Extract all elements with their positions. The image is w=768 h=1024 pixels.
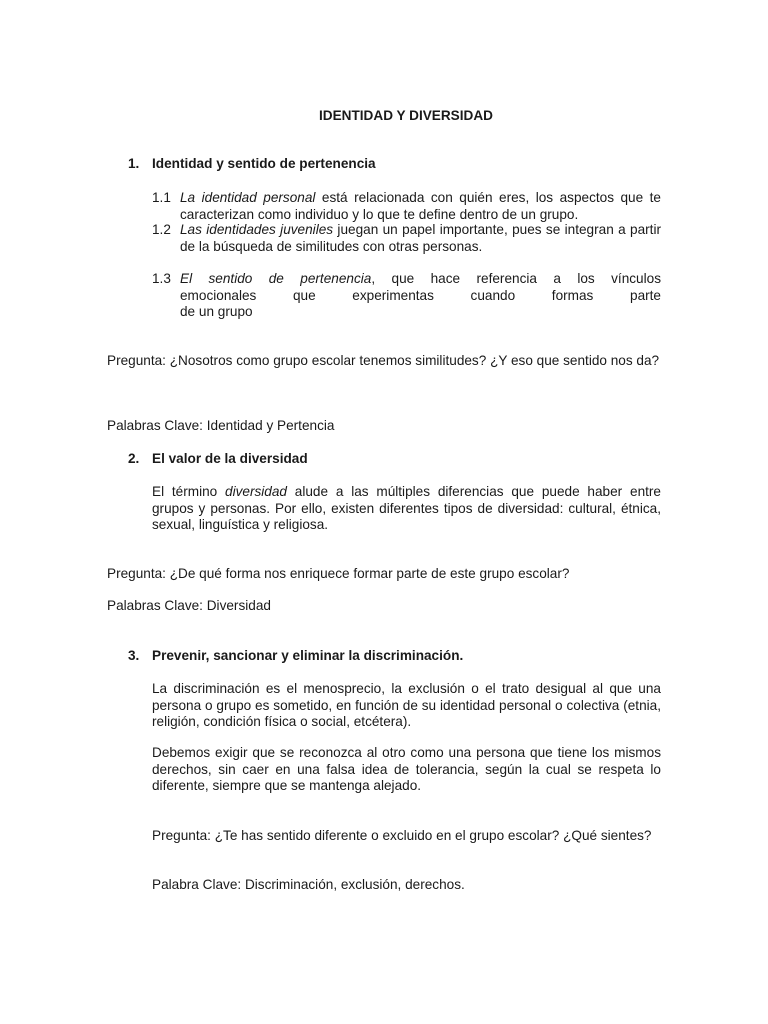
section-1-question: Pregunta: ¿Nosotros como grupo escolar tenemos similitudes? ¿Y eso que sentido nos da? <box>107 353 660 368</box>
section-2-post: alude a las múltiples diferencias que puede haber entre grupos y personas. Por ello, existen diferentes tipos de diversidad: cultural, étnica, sexual, linguística y religiosa. <box>152 484 661 532</box>
item-1-1-body: está relacionada con quién eres, los aspectos que te caracterizan como individuo y lo que te define dentro de un grupo. <box>180 190 661 222</box>
section-3-keywords: Palabra Clave: Discriminación, exclusión, derechos. <box>152 877 465 892</box>
item-1-3-number: 1.3 <box>152 271 171 286</box>
section-2-paragraph <box>152 484 661 534</box>
section-3-number: 3. <box>128 648 140 663</box>
section-2-pre: El término <box>152 484 226 499</box>
section-1-keywords: Palabras Clave: Identidad y Pertencia <box>107 418 335 433</box>
document-title: IDENTIDAD Y DIVERSIDAD <box>319 108 493 123</box>
item-1-1-text <box>180 190 661 223</box>
item-1-2-emphasis: Las identidades juveniles <box>180 222 334 237</box>
item-1-3-line-1 <box>180 271 661 288</box>
section-2-emphasis: diversidad <box>225 484 287 499</box>
item-1-2-text <box>180 222 661 255</box>
item-1-2-number: 1.2 <box>152 222 171 237</box>
section-2-heading: El valor de la diversidad <box>152 451 308 466</box>
section-3-paragraph-1: La discriminación es el menosprecio, la exclusión o el trato desigual al que una persona o grupo es sometido, en función de su identidad personal o colectiva (etnia, religión, condición física o social, etcétera). <box>152 681 661 729</box>
item-1-2-body: juegan un papel importante, pues se integran a partir de la búsqueda de similitudes con otras personas. <box>180 222 662 254</box>
item-1-1-number: 1.1 <box>152 190 171 205</box>
item-1-3-line-2: emocionales que experimentas cuando formas parte <box>180 287 661 303</box>
section-3-question: Pregunta: ¿Te has sentido diferente o excluido en el grupo escolar? ¿Qué sientes? <box>152 828 652 843</box>
item-1-1-emphasis: La identidad personal <box>180 190 316 205</box>
item-1-3-emphasis: El sentido de pertenencia <box>180 271 372 286</box>
item-1-3-line-3: de un grupo <box>180 304 253 319</box>
section-1-number: 1. <box>128 156 140 171</box>
item-1-3-text <box>180 271 661 321</box>
section-2-number: 2. <box>128 451 140 466</box>
section-3-heading: Prevenir, sancionar y eliminar la discriminación. <box>152 648 464 663</box>
item-1-3-body-1: , que hace referencia a los vínculos <box>371 271 661 286</box>
section-2-keywords: Palabras Clave: Diversidad <box>107 598 271 613</box>
section-3-paragraph-2: Debemos exigir que se reconozca al otro como una persona que tiene los mismos derechos, sin caer en una falsa idea de tolerancia, según la cual se respeta lo diferente, siempre que se mantenga alejado. <box>152 745 661 793</box>
section-1-heading: Identidad y sentido de pertenencia <box>152 156 376 171</box>
section-2-question: Pregunta: ¿De qué forma nos enriquece formar parte de este grupo escolar? <box>107 566 570 581</box>
